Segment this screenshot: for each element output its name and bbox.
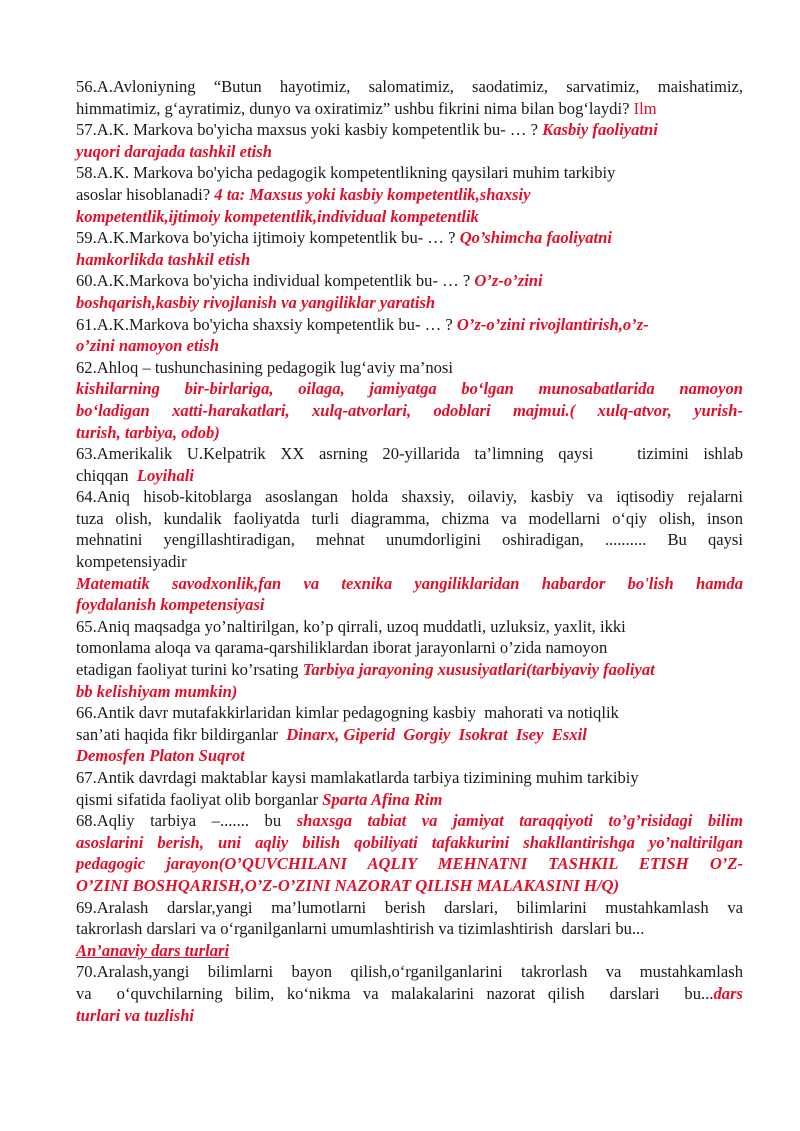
question-text: A.Avloniyning “Butun hayotimiz, salomatimiz, saodatimiz, sarvatimiz, maishatimiz,: [96, 77, 743, 96]
answer: turlari va tuzlishi: [76, 1005, 195, 1025]
answer: o’zini namoyon etish: [76, 336, 219, 356]
answer: Demosfen Platon Suqrot: [76, 746, 245, 766]
answer: yuqori darajada tashkil etish: [76, 141, 272, 161]
question-60: 60.A.K.Markova bo'yicha individual kompetentlik bu- … ? O’z-o’zini boshqarish,kasbiy rivojlanish va yangiliklar yaratish: [76, 270, 743, 313]
answer: boshqarish,kasbiy rivojlanish va yangiliklar yaratish: [76, 292, 436, 312]
question-58: 58.A.K. Markova bo'yicha pedagogik kompetentlikning qaysilari muhim tarkibiy asoslar hisoblanadi? 4 ta: Maxsus yoki kasbiy kompetentlik,shaxsiy kompetentlik,ijtimoiy kompetentlik,individual kompetentlik: [76, 162, 743, 227]
question-text: A.K.Markova bo'yicha ijtimoiy kompetentlik bu- … ?: [96, 228, 456, 248]
answer: An’anaviy dars turlari: [76, 940, 230, 960]
question-56: 56.A.Avloniyning “Butun hayotimiz, salomatimiz, saodatimiz, sarvatimiz, maishatimiz, himmatimiz, g‘ayratimiz, dunyo va oxiratimiz” ushbu fikrini nima bilan bog‘laydi? Ilm: [76, 77, 743, 118]
question-text: A.K. Markova bo'yicha maxsus yoki kasbiy kompetentlik bu- … ?: [96, 120, 539, 140]
question-59: 59.A.K.Markova bo'yicha ijtimoiy kompetentlik bu- … ? Qo’shimcha faoliyatni hamkorlikda tashkil etish: [76, 227, 743, 270]
question-61: 61.A.K.Markova bo'yicha shaxsiy kompetentlik bu- … ? O’z-o’zini rivojlantirish,o’z- o’zini namoyon etish: [76, 314, 743, 357]
question-69: 69.Aralash darslar,yangi ma’lumotlarni berish darslari, bilimlarini mustahkamlash va takrorlash darslari va o‘rganilganlarni umumlashtirish va tizimlashtirish darslari bu... An’anaviy dars turlari: [76, 897, 743, 960]
answer: Sparta Afina Rim: [322, 789, 443, 809]
question-62: 62.Ahloq – tushunchasining pedagogik lug‘aviy ma’nosi kishilarning bir-birlariga, oilaga, jamiyatga bo‘lgan munosabatlarida namoyon bo‘ladigan xatti-harakatlari, xulq-atvorlari, odoblari majmui.( xulq-atvor, yurish- turish, tarbiya, odob): [76, 357, 743, 442]
question-65: 65.Aniq maqsadga yo’naltirilgan, ko’p qirrali, uzoq muddatli, uzluksiz, yaxlit, ikki tomonlama aloqa va qarama-qarshiliklardan iborat jarayonlarni o’zida namoyon etadigan faoliyat turini ko’rsating Tarbiya jarayoning xususiyatlari(tarbiyaviy faoliyat bb kelishiyam mumkin): [76, 616, 743, 702]
question-57: 57.A.K. Markova bo'yicha maxsus yoki kasbiy kompetentlik bu- … ? Kasbiy faoliyatni yuqori darajada tashkil etish: [76, 119, 743, 162]
answer: Ilm: [633, 98, 657, 118]
question-63: 63.Amerikalik U.Kelpatrik XX asrning 20-yillarida ta’limning qaysi tizimini ishlab chiqqan Loyihali: [76, 444, 743, 485]
answer: hamkorlikda tashkil etish: [76, 249, 251, 269]
question-66: 66.Antik davr mutafakkirlaridan kimlar pedagogning kasbiy mahorati va notiqlik san’ati haqida fikr bildirganlar Dinarx, Giperid Gorgiy Isokrat Isey Esxil Demosfen Platon Suqrot: [76, 702, 743, 767]
question-67: 67.Antik davrdagi maktablar kaysi mamlakatlarda tarbiya tizimining muhim tarkibiy qismi sifatida faoliyat olib borganlar Sparta Afina Rim: [76, 768, 639, 809]
answer: Loyihali: [136, 465, 194, 485]
answer: bb kelishiyam mumkin): [76, 681, 238, 701]
question-text: A.K.Markova bo'yicha individual kompetentlik bu- … ?: [96, 271, 471, 291]
document-page: [76, 76, 743, 1026]
question-text: Ahloq – tushunchasining pedagogik lug‘aviy ma’nosi: [96, 357, 454, 377]
question-text: A.K.Markova bo'yicha shaxsiy kompetentlik bu- … ?: [96, 314, 453, 334]
question-70: 70.Aralash,yangi bilimlarni bayon qilish,o‘rganilganlarini takrorlash va mustahkamlash va o‘quvchilarning bilim, ko‘nikma va malakalarini nazorat qilish darslari bu...dars turlari va tuzlishi: [76, 962, 743, 1025]
question-68: 68.Aqliy tarbiya –....... bu shaxsga tabiat va jamiyat taraqqiyoti to’g’risidagi bilim asoslarini berish, uni aqliy bilish qobiliyati tafakkurini shakllantirishga yo’naltirilgan pedagogic jarayon(O’QUVCHILANI AQLIY MEHNATNI TASHKIL ETISH O’Z- O’ZINI BOSHQARISH,O’Z-O’ZINI NAZORAT QILISH MALAKASINI H/Q): [76, 811, 743, 895]
question-64: 64.Aniq hisob-kitoblarga asoslangan holda shaxsiy, oilaviy, kasbiy va iqtisodiy rejalarni tuza olish, kundalik faoliyatda turli diagramma, chizma va modellarni o‘qiy olish, inson mehnatini yengillashtiradigan, mehnat unumdorligini oshiradigan, .......... Bu qaysi kompetensiyadir Matematik savodxonlik,fan va texnika yangiliklaridan habardor bo'lish hamda foydalanish kompetensiyasi: [76, 487, 743, 615]
answer: kompetentlik,ijtimoiy kompetentlik,individual kompetentlik: [76, 206, 479, 226]
